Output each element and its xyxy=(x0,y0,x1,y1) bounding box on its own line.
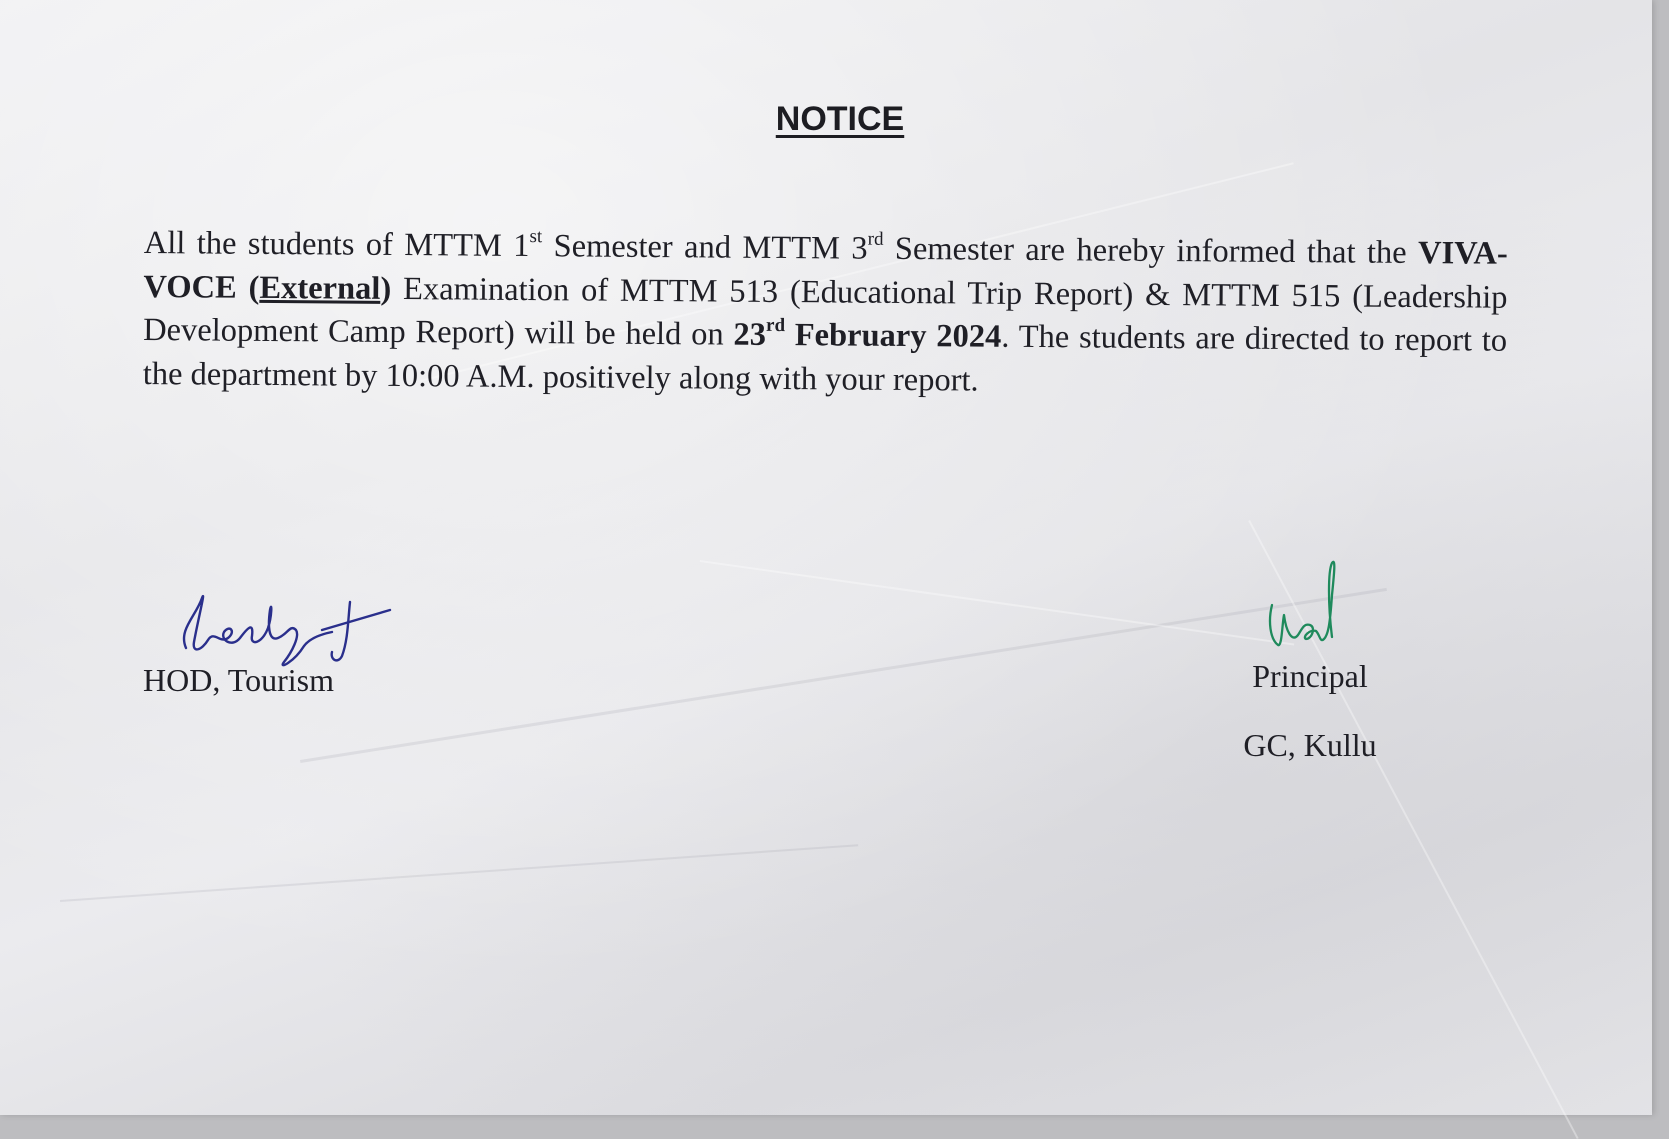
exam-type-underlined: External xyxy=(259,269,381,307)
body-text-part: Examination of MTTM 513 (Educational Trip Report) & MTTM 515 (Leadership Development Camp Report) will be held on xyxy=(143,270,1508,353)
principal-signature-icon xyxy=(1262,555,1352,665)
exam-date xyxy=(733,314,1002,355)
college-name: GC, Kullu xyxy=(1243,727,1377,763)
body-text-part: Semester are hereby informed that the xyxy=(883,230,1419,272)
principal-signatory-block xyxy=(1220,658,1400,764)
paper-crease xyxy=(700,560,1294,645)
body-text-part: All the students of MTTM 1 xyxy=(143,224,530,265)
notice-body xyxy=(143,222,1508,407)
exam-type-part: VIVA-VOCE ( xyxy=(143,235,1508,306)
body-text-part: . The students are directed to report to the department by 10:00 A.M. positively along with your report. xyxy=(142,318,1508,399)
principal-title: Principal xyxy=(1252,658,1368,694)
notice-heading: NOTICE xyxy=(775,100,905,138)
superscript: rd xyxy=(765,314,786,337)
body-text-part: Semester and MTTM 3 xyxy=(542,228,868,267)
superscript: st xyxy=(529,226,543,248)
hod-signatory-label: HOD, Tourism xyxy=(143,662,334,698)
exam-date-rest: February 2024 xyxy=(784,317,1002,355)
exam-type-part: ) xyxy=(380,270,392,307)
paper-crease xyxy=(60,844,858,902)
superscript: rd xyxy=(867,228,884,250)
exam-date-day: 23 xyxy=(733,316,767,353)
